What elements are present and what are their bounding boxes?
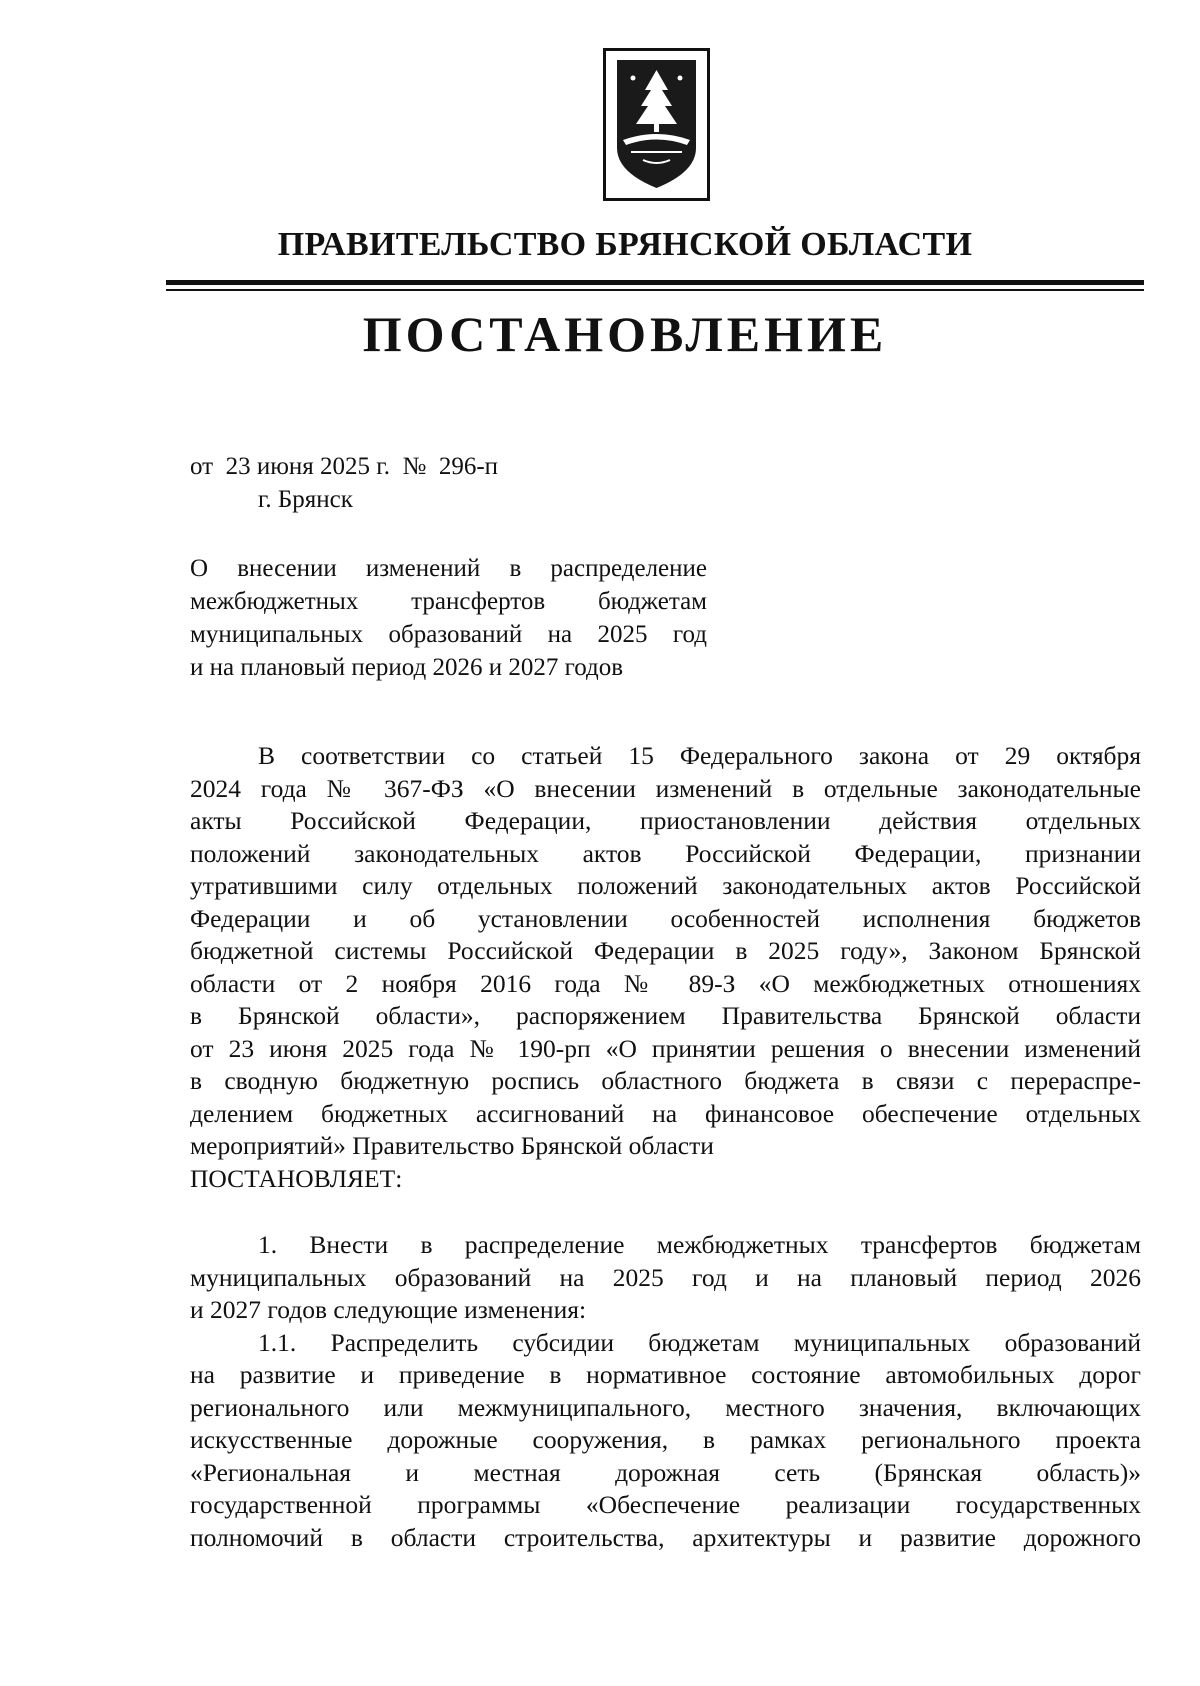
header-rule-thin	[166, 289, 1144, 291]
resolves-heading: ПОСТАНОВЛЯЕТ:	[190, 1163, 403, 1193]
preamble-line: 2024 года № 367-ФЗ «О внесении изменений в отдельные законодательные	[190, 773, 1141, 803]
item-1-1-line: полномочий в области строительства, архитектуры и развитие дорожного	[190, 1522, 1141, 1552]
item-1-1-line: 1.1. Распределить субсидии бюджетам муниципальных образований	[258, 1327, 1141, 1357]
preamble-line: бюджетной системы Российской Федерации в 2025 году», Законом Брянской	[190, 936, 1141, 965]
document-body	[190, 740, 1141, 1554]
organization-title: ПРАВИТЕЛЬСТВО БРЯНСКОЙ ОБЛАСТИ	[277, 226, 973, 263]
item-1-line: и 2027 годов следующие изменения:	[190, 1295, 587, 1324]
preamble-line: положений законодательных актов Российской Федерации, признании	[190, 838, 1141, 868]
item-1-line: 1. Внести в распределение межбюджетных трансфертов бюджетам	[258, 1230, 1141, 1259]
subject-line: межбюджетных трансфертов бюджетам	[190, 588, 707, 615]
item-1-line: муниципальных образований на 2025 год и на плановый период 2026	[190, 1262, 1141, 1292]
paragraph-gap	[190, 1195, 1141, 1229]
document-subject	[190, 552, 707, 684]
date-number-line: от 23 июня 2025 г. № 296-п	[190, 453, 499, 480]
preamble-line: в Брянской области», распоряжением Правительства Брянской области	[190, 1001, 1141, 1030]
preamble-line: делением бюджетных ассигнований на финансовое обеспечение отдельных	[190, 1098, 1141, 1128]
item-1-1-line: регионального или межмуниципального, местного значения, включающих	[190, 1392, 1141, 1422]
subject-line: О внесении изменений в распределение	[190, 555, 707, 582]
preamble-line: утратившими силу отдельных положений законодательных актов Российской	[190, 871, 1141, 900]
document-meta	[190, 450, 498, 516]
preamble-line: мероприятий» Правительство Брянской области	[190, 1131, 714, 1160]
preamble-line: в сводную бюджетную роспись областного бюджета в связи с перераспре-	[190, 1066, 1141, 1095]
item-1-1-line: государственной программы «Обеспечение реализации государственных	[190, 1490, 1141, 1519]
document-type-title: ПОСТАНОВЛЕНИЕ	[362, 306, 888, 362]
item-1-1-line: искусственные дорожные сооружения, в рамках регионального проекта	[190, 1425, 1141, 1454]
city-line: г. Брянск	[258, 486, 353, 513]
header-rule-thick	[166, 280, 1144, 285]
preamble-line: от 23 июня 2025 года № 190-рп «О принятии решения о внесении изменений	[190, 1033, 1141, 1063]
preamble-line: В соответствии со статьей 15 Федерального закона от 29 октября	[258, 741, 1141, 770]
preamble-line: области от 2 ноября 2016 года № 89-З «О межбюджетных отношениях	[190, 968, 1141, 998]
subject-line: муниципальных образований на 2025 год	[190, 621, 707, 648]
subject-line: и на плановый период 2026 и 2027 годов	[190, 654, 624, 681]
preamble-line: акты Российской Федерации, приостановлении действия отдельных	[190, 806, 1141, 835]
item-1-1-line: на развитие и приведение в нормативное состояние автомобильных дорог	[190, 1360, 1141, 1389]
preamble-line: Федерации и об установлении особенностей исполнения бюджетов	[190, 903, 1141, 933]
coat-of-arms-icon	[603, 48, 710, 201]
item-1-1-line: «Региональная и местная дорожная сеть (Брянская область)»	[190, 1457, 1141, 1487]
